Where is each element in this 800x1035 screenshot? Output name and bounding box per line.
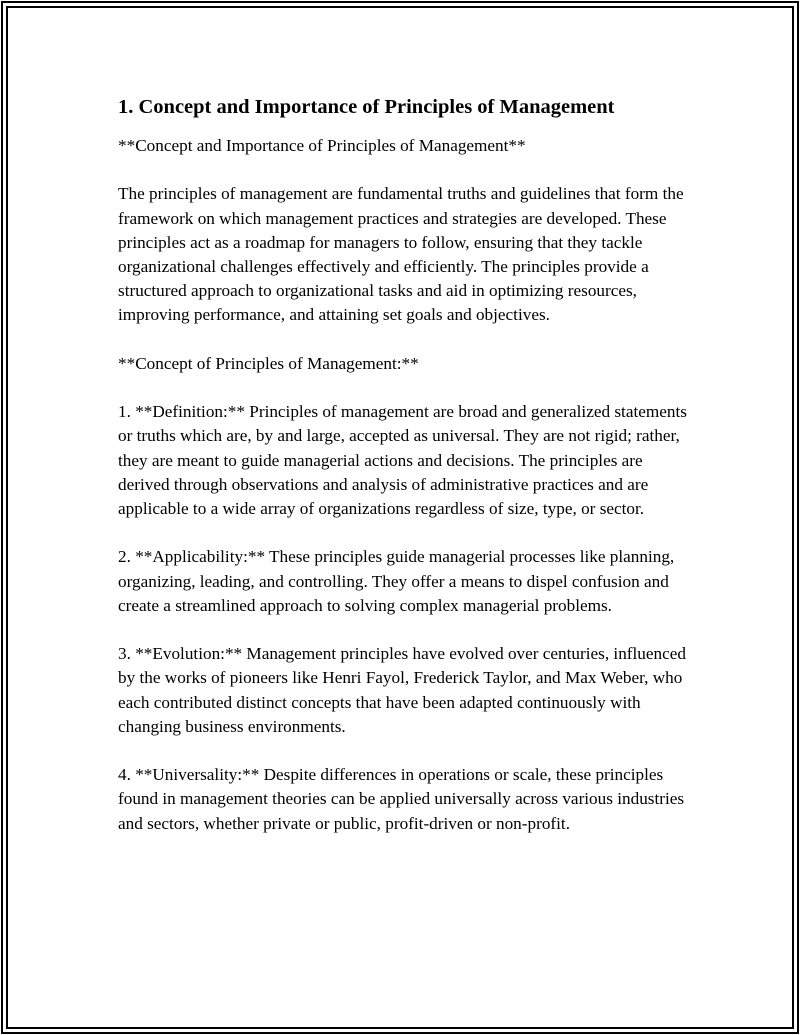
intro-paragraph: The principles of management are fundamental truths and guidelines that form the framework on which management practices and strategies are developed. These principles act as a roadmap for managers to follow, ensuring that they tackle organizational challenges effectively and efficiently. The principles provide a structured approach to organizational tasks and aid in optimizing resources, improving performance, and attaining set goals and objectives. bbox=[118, 184, 684, 325]
definition-paragraph: 1. **Definition:** Principles of management are broad and generalized statements or truths which are, by and large, accepted as universal. They are not rigid; rather, they are meant to guide managerial actions and decisions. The principles are derived through observations and analysis of administrative practices and are applicable to a wide array of organizations regardless of size, type, or sector. bbox=[118, 402, 687, 518]
applicability-paragraph: 2. **Applicability:** These principles guide managerial processes like planning, organizing, leading, and controlling. They offer a means to dispel confusion and create a streamlined approach to solving complex managerial problems. bbox=[118, 547, 675, 615]
concept-heading-paragraph: **Concept of Principles of Management:** bbox=[118, 353, 419, 373]
universality-paragraph: 4. **Universality:** Despite differences in operations or scale, these principles found in management theories can be applied universally across various industries and sectors, whether private or public, profit-driven or non-profit. bbox=[118, 765, 685, 833]
evolution-paragraph: 3. **Evolution:** Management principles have evolved over centuries, influenced by the works of pioneers like Henri Fayol, Frederick Taylor, and Max Weber, who each contributed distinct concepts that have been adapted continuously with changing business environments. bbox=[118, 644, 686, 736]
section-title: 1. Concept and Importance of Principles of Management bbox=[118, 96, 615, 118]
subtitle-paragraph: **Concept and Importance of Principles of Management** bbox=[118, 136, 526, 155]
document-body bbox=[118, 94, 688, 836]
